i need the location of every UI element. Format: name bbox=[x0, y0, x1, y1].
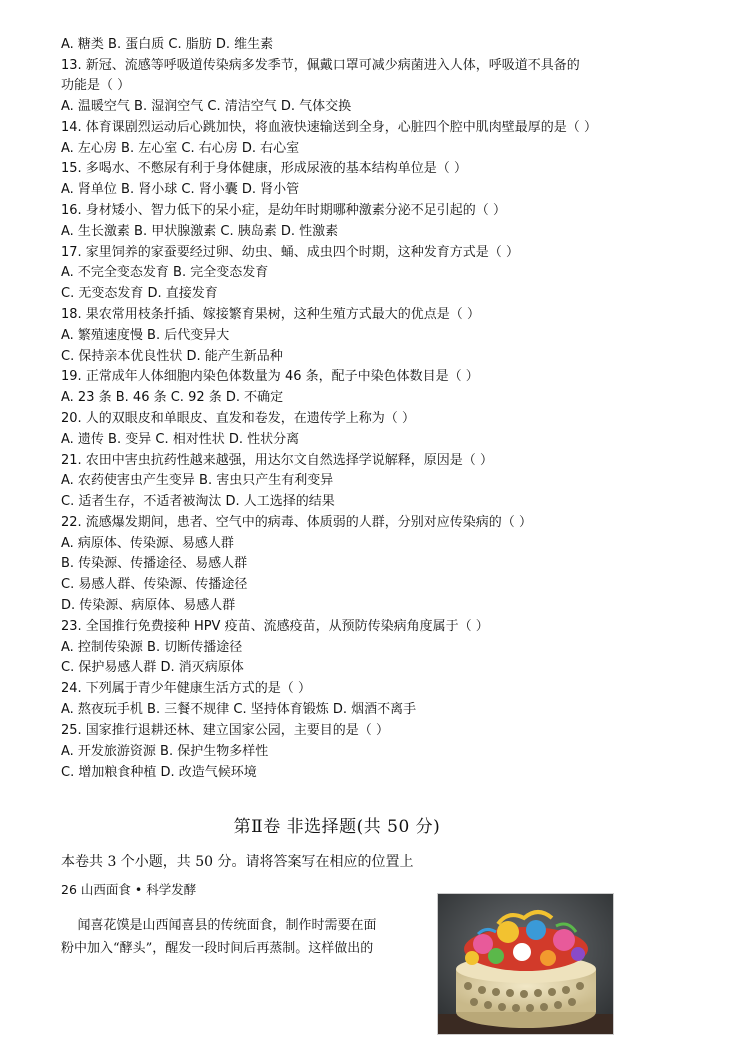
question-stem: 25. 国家推行退耕还林、建立国家公园，主要目的是（ ） bbox=[61, 723, 389, 738]
section-instruction: 本卷共 3 个小题，共 50 分。请将答案写在相应的位置上 bbox=[61, 854, 414, 870]
option-line: A. 肾单位 B. 肾小球 C. 肾小囊 D. 肾小管 bbox=[61, 182, 300, 197]
option-line: A. 糖类 B. 蛋白质 C. 脂肪 D. 维生素 bbox=[61, 37, 274, 52]
option-line: D. 传染源、病原体、易感人群 bbox=[61, 598, 236, 613]
option-line: A. 遗传 B. 变异 C. 相对性状 D. 性状分离 bbox=[61, 432, 300, 447]
option-line: C. 无变态发育 D. 直接发育 bbox=[61, 286, 218, 301]
question-stem: 18. 果农常用枝条扦插、嫁接繁育果树，这种生殖方式最大的优点是（ ） bbox=[61, 307, 480, 322]
option-line: A. 农药使害虫产生变异 B. 害虫只产生有利变异 bbox=[61, 473, 334, 488]
huamo-photo bbox=[437, 893, 614, 1035]
option-line: A. 控制传染源 B. 切断传播途径 bbox=[61, 640, 243, 655]
question-stem: 21. 农田中害虫抗药性越来越强，用达尔文自然选择学说解释，原因是（ ） bbox=[61, 453, 493, 468]
question-26-heading: 26 山西面食 • 科学发酵 bbox=[61, 882, 197, 897]
option-line: A. 病原体、传染源、易感人群 bbox=[61, 536, 234, 551]
option-line: B. 传染源、传播途径、易感人群 bbox=[61, 556, 248, 571]
question-stem: 23. 全国推行免费接种 HPV 疫苗、流感疫苗，从预防传染病角度属于（ ） bbox=[61, 619, 489, 634]
section-title: 第Ⅱ卷 非选择题(共 50 分) bbox=[233, 817, 441, 837]
option-line: A. 开发旅游资源 B. 保护生物多样性 bbox=[61, 744, 269, 759]
option-line: C. 适者生存，不适者被淘汰 D. 人工选择的结果 bbox=[61, 494, 335, 509]
option-line: A. 温暖空气 B. 湿润空气 C. 清洁空气 D. 气体交换 bbox=[61, 99, 352, 114]
question-stem: 15. 多喝水、不憋尿有利于身体健康，形成尿液的基本结构单位是（ ） bbox=[61, 161, 467, 176]
question-26-paragraph-line: 闻喜花馍是山西闻喜县的传统面食，制作时需要在面 bbox=[61, 918, 377, 933]
option-line: A. 熬夜玩手机 B. 三餐不规律 C. 坚持体育锻炼 D. 烟酒不离手 bbox=[61, 702, 417, 717]
option-line: A. 23 条 B. 46 条 C. 92 条 D. 不确定 bbox=[61, 390, 284, 405]
huamo-photo-illustration bbox=[438, 894, 613, 1034]
question-stem: 24. 下列属于青少年健康生活方式的是（ ） bbox=[61, 681, 311, 696]
question-stem: 19. 正常成年人体细胞内染色体数量为 46 条，配子中染色体数目是（ ） bbox=[61, 369, 479, 384]
question-stem: 16. 身材矮小、智力低下的呆小症，是幼年时期哪种激素分泌不足引起的（ ） bbox=[61, 203, 506, 218]
question-stem: 17. 家里饲养的家蚕要经过卵、幼虫、蛹、成虫四个时期，这种发育方式是（ ） bbox=[61, 245, 519, 260]
option-line: A. 左心房 B. 左心室 C. 右心房 D. 右心室 bbox=[61, 141, 300, 156]
question-stem: 14. 体育课剧烈运动后心跳加快，将血液快速输送到全身，心脏四个腔中肌肉壁最厚的是（ ） bbox=[61, 120, 597, 135]
question-26-paragraph-line: 粉中加入“酵头”，醒发一段时间后再蒸制。这样做出的 bbox=[61, 941, 374, 956]
question-stem: 20. 人的双眼皮和单眼皮、直发和卷发，在遗传学上称为（ ） bbox=[61, 411, 415, 426]
question-stem: 22. 流感爆发期间，患者、空气中的病毒、体质弱的人群，分别对应传染病的（ ） bbox=[61, 515, 532, 530]
question-stem: 13. 新冠、流感等呼吸道传染病多发季节，佩戴口罩可减少病菌进入人体，呼吸道不具备的 bbox=[61, 58, 580, 73]
option-line: C. 增加粮食种植 D. 改造气候环境 bbox=[61, 765, 257, 780]
option-line: C. 保持亲本优良性状 D. 能产生新品种 bbox=[61, 349, 283, 364]
question-stem: 功能是（ ） bbox=[61, 78, 131, 93]
option-line: A. 繁殖速度慢 B. 后代变异大 bbox=[61, 328, 230, 343]
option-line: A. 不完全变态发育 B. 完全变态发育 bbox=[61, 265, 269, 280]
option-line: C. 保护易感人群 D. 消灭病原体 bbox=[61, 660, 244, 675]
option-line: C. 易感人群、传染源、传播途径 bbox=[61, 577, 248, 592]
option-line: A. 生长激素 B. 甲状腺激素 C. 胰岛素 D. 性激素 bbox=[61, 224, 339, 239]
